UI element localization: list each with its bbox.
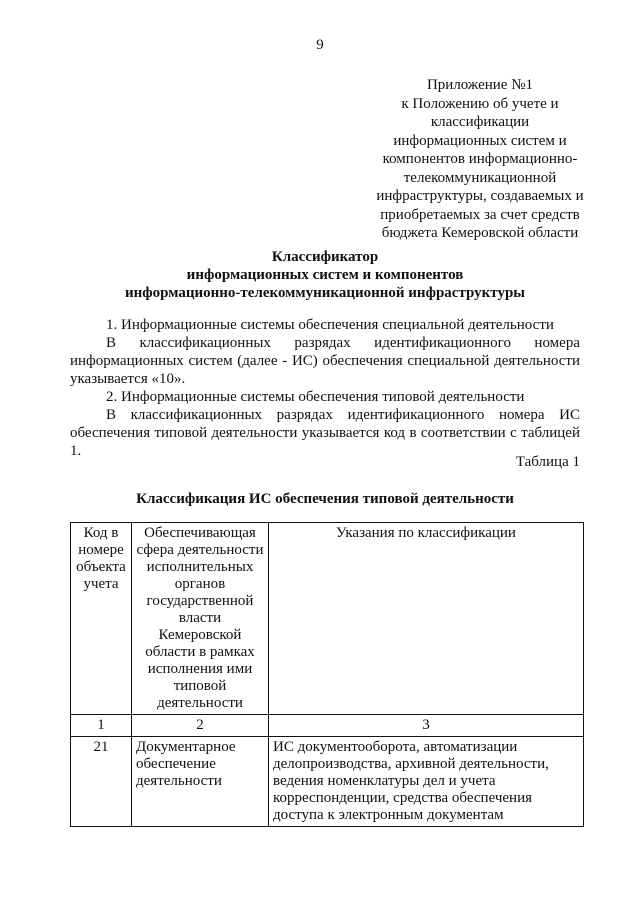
classification-table [70, 522, 584, 827]
section-heading-special: 1. Информационные системы обеспечения специальной деятельности [106, 317, 554, 333]
appendix-line: инфраструктуры, создаваемых и [376, 188, 584, 204]
table-header-row [71, 523, 584, 715]
table-caption: Таблица 1 [515, 454, 580, 470]
header-code: Код в номере объекта учета [71, 523, 132, 715]
row-sphere: Документарное обеспечение деятельности [132, 737, 269, 827]
appendix-line: к Положению об учете и [401, 95, 559, 112]
column-number-row [71, 715, 584, 737]
table-row [71, 737, 584, 827]
header-instructions: Указания по классификации [269, 523, 584, 715]
column-number: 2 [132, 715, 269, 737]
appendix-line: Приложение №1 [426, 77, 534, 93]
title-line: информационных систем и компонентов [186, 267, 464, 283]
paragraph-typical: В классификационных разрядах идентификационного номера ИС обеспечения типовой деятельности указывается код в соответствии с таблицей 1. [70, 407, 580, 459]
paragraph-special: В классификационных разрядах идентификационного номера информационных систем (далее - ИС) обеспечения специальной деятельности указывается «10». [70, 335, 580, 387]
row-code: 21 [71, 737, 132, 827]
table-title: Классификация ИС обеспечения типовой деятельности [136, 491, 514, 507]
body-text [70, 316, 580, 460]
appendix-line: информационных систем и [393, 132, 567, 149]
title-line: Классификатор [271, 249, 379, 265]
document-title [70, 248, 580, 302]
row-instructions: ИС документооборота, автоматизации делопроизводства, архивной деятельности, ведения номенклатуры дел и учета корреспонденции, средства обеспечения доступа к электронным документам [269, 737, 584, 827]
title-line: информационно-телекоммуникационной инфраструктуры [124, 285, 526, 301]
column-number: 1 [71, 715, 132, 737]
appendix-line: телекоммуникационной [403, 169, 557, 186]
appendix-line: приобретаемых за счет средств [380, 206, 580, 223]
page-number: 9 [316, 37, 324, 53]
appendix-line: бюджета Кемеровской области [381, 225, 579, 241]
section-heading-typical: 2. Информационные системы обеспечения типовой деятельности [106, 389, 525, 405]
header-sphere: Обеспечивающая сфера деятельности исполнительных органов государственной власти Кемеровской области в рамках исполнения ими типовой деятельности [132, 523, 269, 715]
appendix-line: классификации [430, 114, 530, 130]
appendix-line: компонентов информационно- [382, 151, 578, 167]
appendix-block [356, 76, 604, 243]
column-number: 3 [269, 715, 584, 737]
